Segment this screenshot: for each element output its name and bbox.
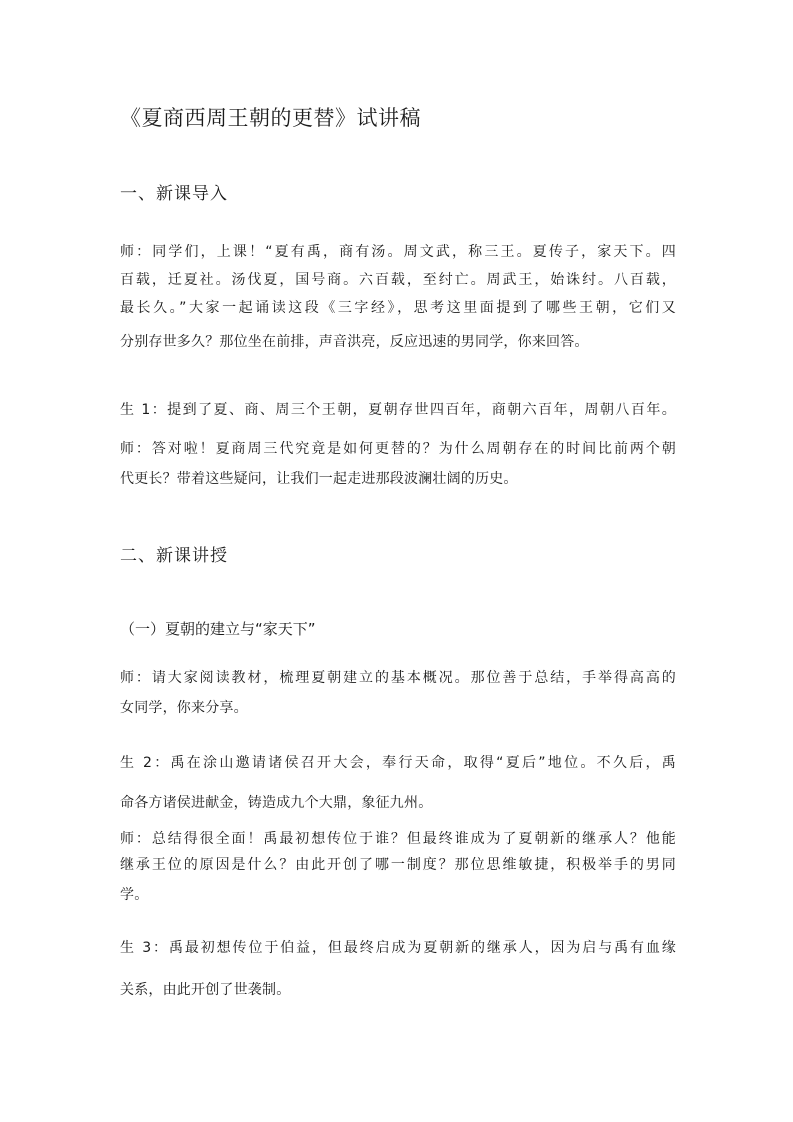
paragraph-line: 生 3：禹最初想传位于伯益，但最终启成为夏朝新的继承人，因为启与禹有血缘 xyxy=(120,940,676,956)
paragraph-line: 女同学，你来分享。 xyxy=(120,700,248,716)
paragraph-line: 命各方诸侯进献金，铸造成九个大鼎，象征九州。 xyxy=(120,795,433,811)
paragraph-line: 师：总结得很全面！禹最初想传位于谁？但最终谁成为了夏朝新的继承人？他能 xyxy=(120,831,676,847)
paragraph-xia-student-3 xyxy=(120,927,676,1011)
paragraph-intro-teacher-1 xyxy=(120,238,676,356)
paragraph-line: 继承王位的原因是什么？由此开创了哪一制度？那位思维敏捷，积极举手的男同 xyxy=(120,857,676,873)
document-title: 《夏商西周王朝的更替》试讲稿 xyxy=(120,106,421,130)
paragraph-line: 生 1：提到了夏、商、周三个王朝，夏朝存世四百年，商朝六百年，周朝八百年。 xyxy=(120,402,676,418)
paragraph-line: 关系，由此开创了世袭制。 xyxy=(120,982,291,998)
paragraph-xia-teacher-2 xyxy=(120,826,676,908)
paragraph-line: 生 2：禹在涂山邀请诸侯召开大会，奉行天命，取得“夏后”地位。不久后，禹 xyxy=(120,755,676,771)
paragraph-line: 最长久。”大家一起诵读这段《三字经》，思考这里面提到了哪些王朝，它们又 xyxy=(120,300,676,316)
paragraph-intro-student-1 xyxy=(120,399,676,421)
paragraph-line: 师：同学们，上课！“夏有禹，商有汤。周文武，称三王。夏传子，家天下。四 xyxy=(120,244,676,260)
paragraph-line: 百载，迁夏社。汤伐夏，国号商。六百载，至纣亡。周武王，始诛纣。八百载， xyxy=(120,272,676,288)
paragraph-xia-student-2 xyxy=(120,743,676,823)
paragraph-line: 师：答对啦！夏商周三代究竟是如何更替的？为什么周朝存在的时间比前两个朝 xyxy=(120,441,676,457)
paragraph-line: 学。 xyxy=(120,887,149,903)
section-heading-teaching: 二、新课讲授 xyxy=(120,546,228,566)
subsection-heading-xia: （一）夏朝的建立与“家天下” xyxy=(120,620,316,638)
paragraph-intro-teacher-2 xyxy=(120,434,676,494)
paragraph-line: 分别存世多久？那位坐在前排，声音洪亮，反应迅速的男同学，你来回答。 xyxy=(120,334,589,350)
paragraph-line: 师：请大家阅读教材，梳理夏朝建立的基本概况。那位善于总结，手举得高高的 xyxy=(120,670,676,686)
section-heading-intro: 一、新课导入 xyxy=(120,184,228,204)
paragraph-line: 代更长？带着这些疑问，让我们一起走进那段波澜壮阔的历史。 xyxy=(120,471,518,487)
paragraph-xia-teacher-1 xyxy=(120,663,676,723)
